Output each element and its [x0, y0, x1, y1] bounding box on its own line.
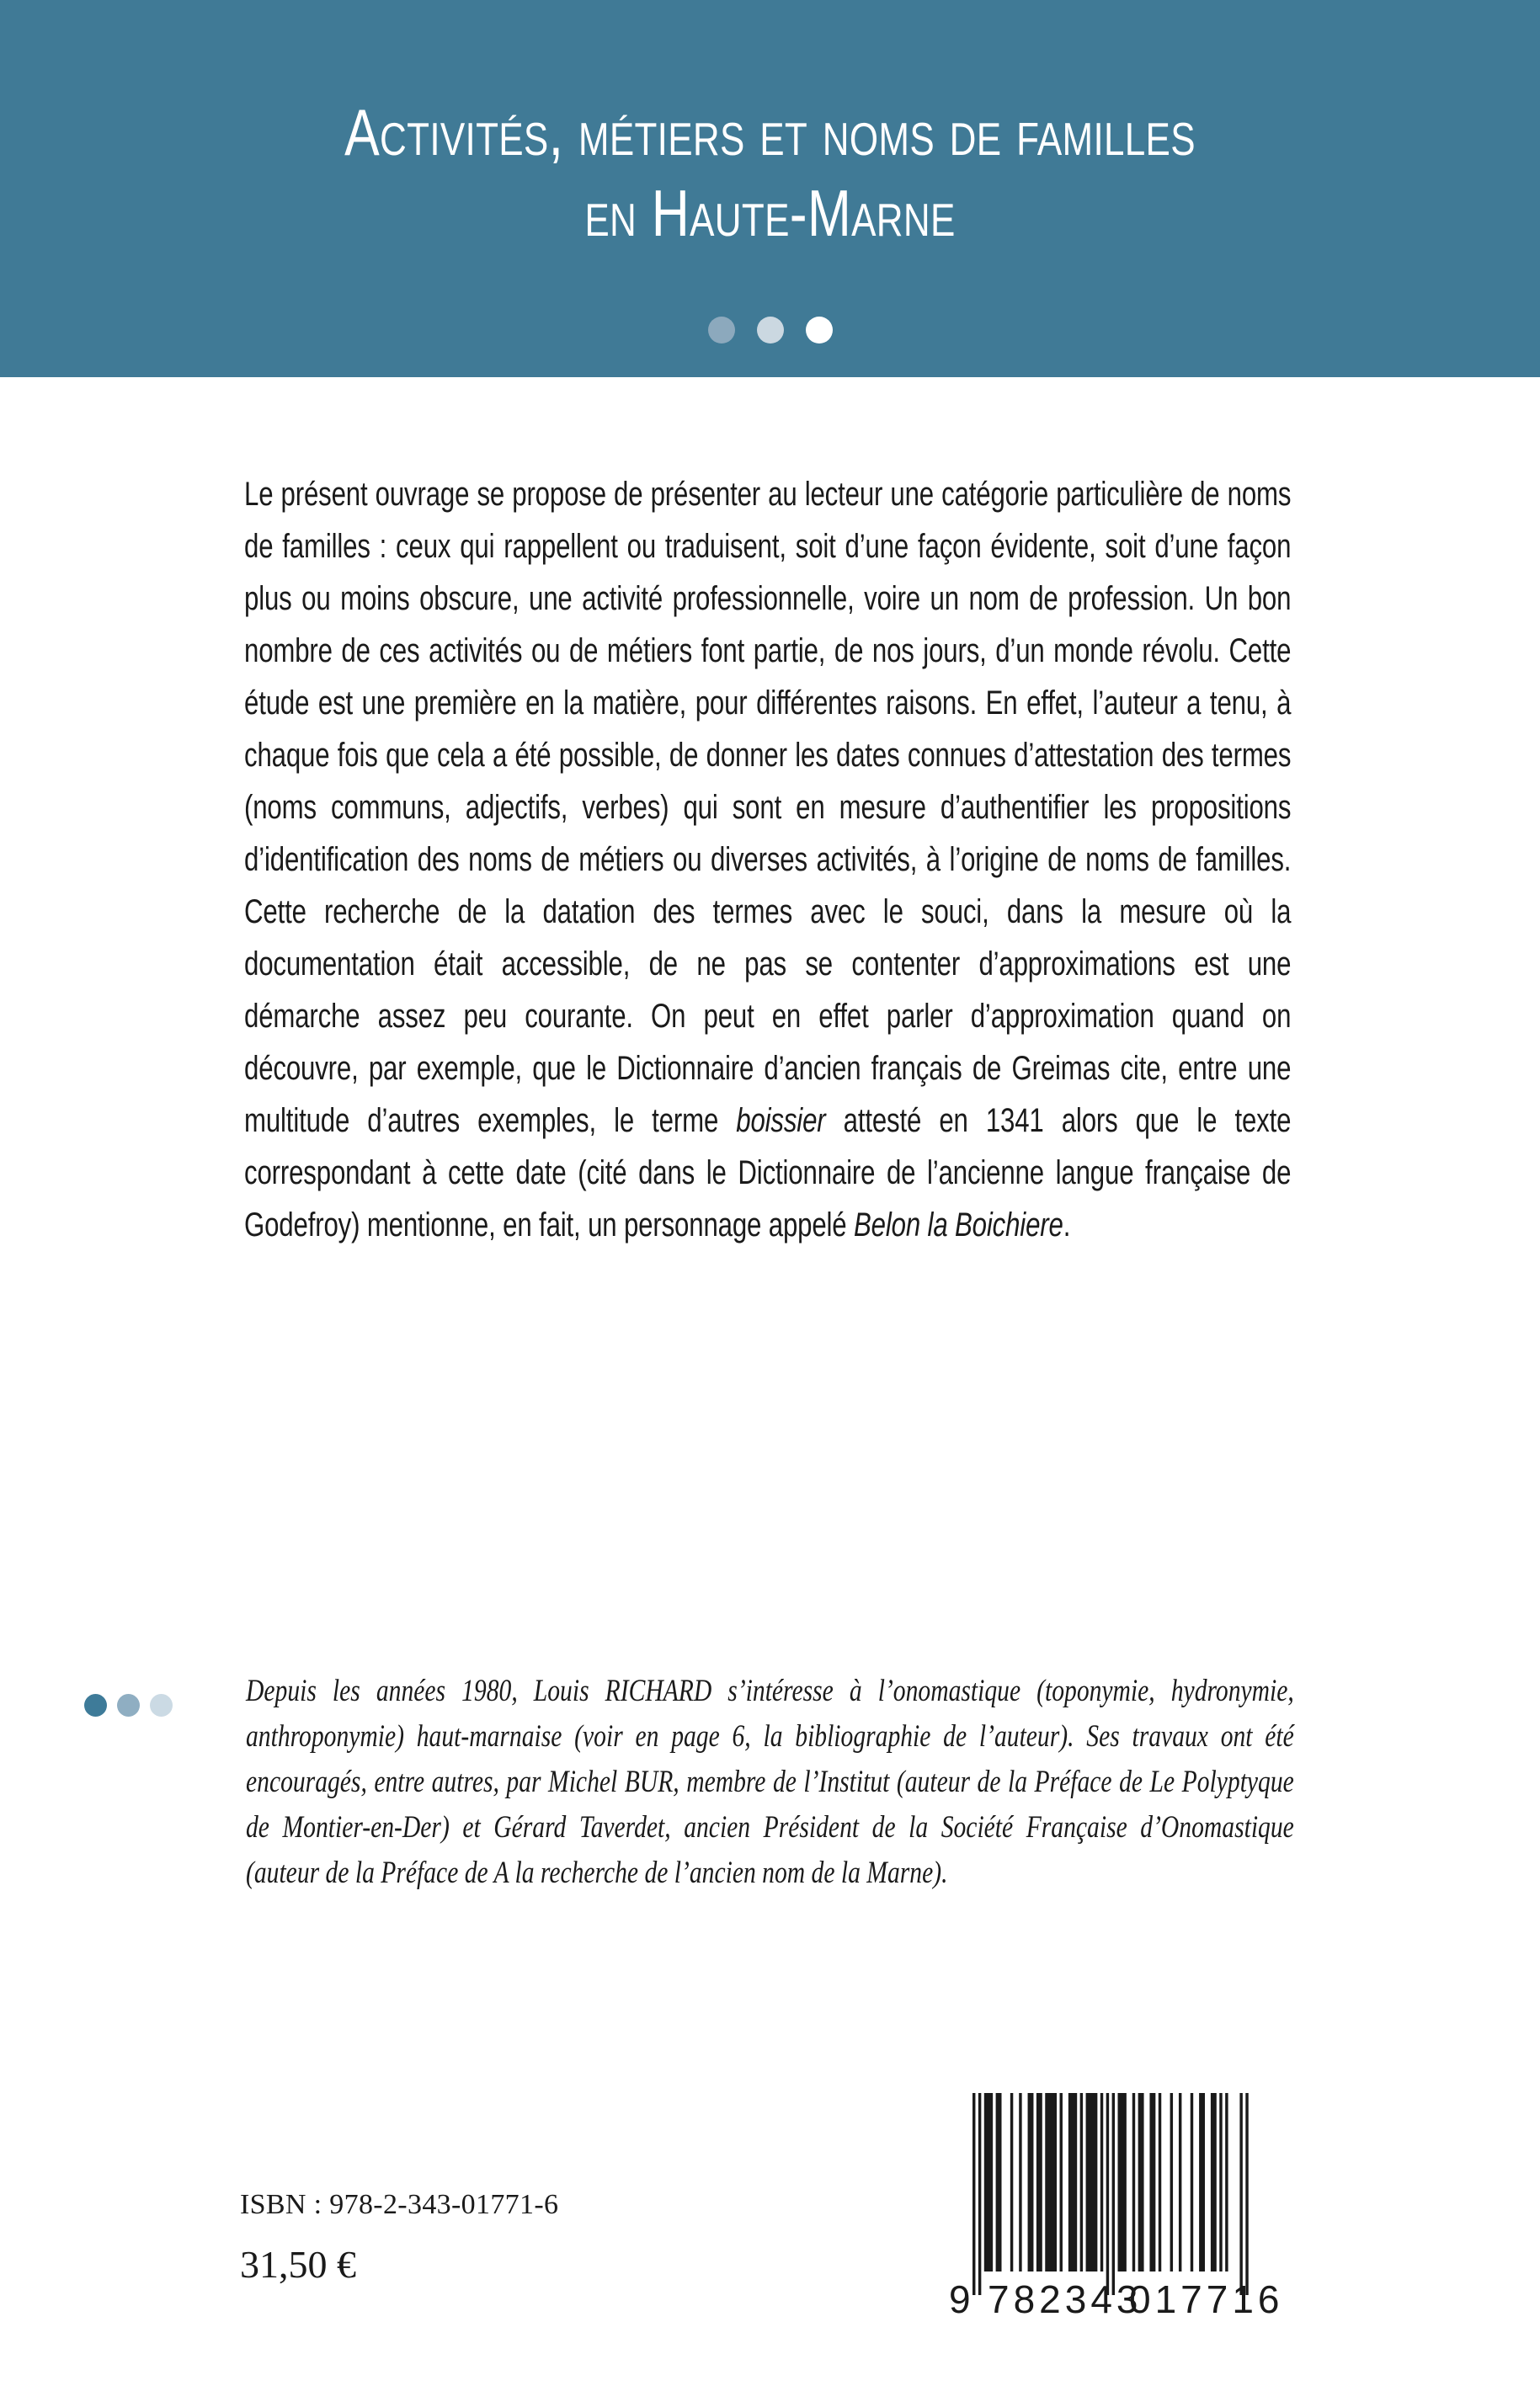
bio-dot-medium-icon	[117, 1694, 140, 1717]
barcode-left-group: 782343	[988, 2277, 1143, 2321]
bio-dot-light-icon	[150, 1694, 173, 1717]
header-band	[0, 0, 1540, 377]
bio-dot-dark-icon	[84, 1694, 107, 1717]
barcode-lead-digit: 9	[949, 2277, 971, 2321]
back-cover-blurb	[244, 468, 1291, 1251]
header-dot-light-icon	[757, 317, 784, 344]
blurb-part-2: attesté en 1341 alors que le texte correspondant à cette date (cité dans le Dictionnaire de l’ancienne langue française de Godefroy) mentionne, en fait, un personnage appelé	[244, 1102, 1292, 1244]
blurb-part-1: Le présent ouvrage se propose de présenter au lecteur une catégorie particulière de noms de familles : ceux qui rappellent ou traduisent, soit d’une façon évidente, soit d’une façon plus ou moins obscure, une activité professionnelle, voire un nom de profession. Un bon nombre de ces activités ou de métiers font partie, de nos jours, d’un monde révolu. Cette étude est une première en la matière, pour différentes raisons. En effet, l’auteur a tenu, à chaque fois que cela a été possible, de donner les dates connues d’attestation des termes (noms communs, adjectifs, verbes) qui sont en mesure d’authentifier les propositions d’identification des noms de métiers ou diverses activités, à l’origine de noms de familles. Cette recherche de la datation des termes avec le souci, dans la mesure où la documentation était accessible, de ne pas se contenter d’approximations est une démarche assez peu courante. On peut en effet parler d’approximation quand on découvre, par exemple, que le Dictionnaire d’ancien français de Greimas cite, entre une multitude d’autres exemples, le terme	[244, 476, 1292, 1139]
price-text: 31,50 €	[240, 2243, 356, 2286]
book-title-block	[0, 95, 1540, 250]
ean13-barcode	[929, 2081, 1296, 2325]
barcode-right-group: 017716	[1129, 2277, 1284, 2321]
book-title-line-2: en Haute-Marne	[584, 176, 956, 250]
blurb-italic-belon-la-boichiere: Belon la Boichiere	[854, 1206, 1063, 1244]
header-dot-muted-icon	[708, 317, 735, 344]
header-dot-group	[0, 317, 1540, 344]
header-dot-white-icon	[806, 317, 833, 344]
author-biography: Depuis les années 1980, Louis RICHARD s’intéresse à l’onomastique (toponymie, hydronymie, anthroponymie) haut-marnaise (voir en page 6, la bibliographie de l’auteur). Ses travaux ont été encouragés, entre autres, par Michel BUR, membre de l’Institut (auteur de la Préface de Le Polyptyque de Montier-en-Der) et Gérard Taverdet, ancien Président de la Société Française d’Onomastique (auteur de la Préface de A la recherche de l’ancien nom de la Marne).	[246, 1674, 1294, 1890]
isbn-text: ISBN : 978-2-343-01771-6	[240, 2189, 559, 2220]
book-title-line-1: Activités, métiers et noms de familles	[344, 95, 1196, 169]
blurb-part-3: .	[1063, 1206, 1071, 1244]
bio-dot-group	[84, 1694, 173, 1717]
blurb-italic-boissier: boissier	[736, 1102, 826, 1139]
ean13-barcode-graphic	[929, 2081, 1296, 2325]
